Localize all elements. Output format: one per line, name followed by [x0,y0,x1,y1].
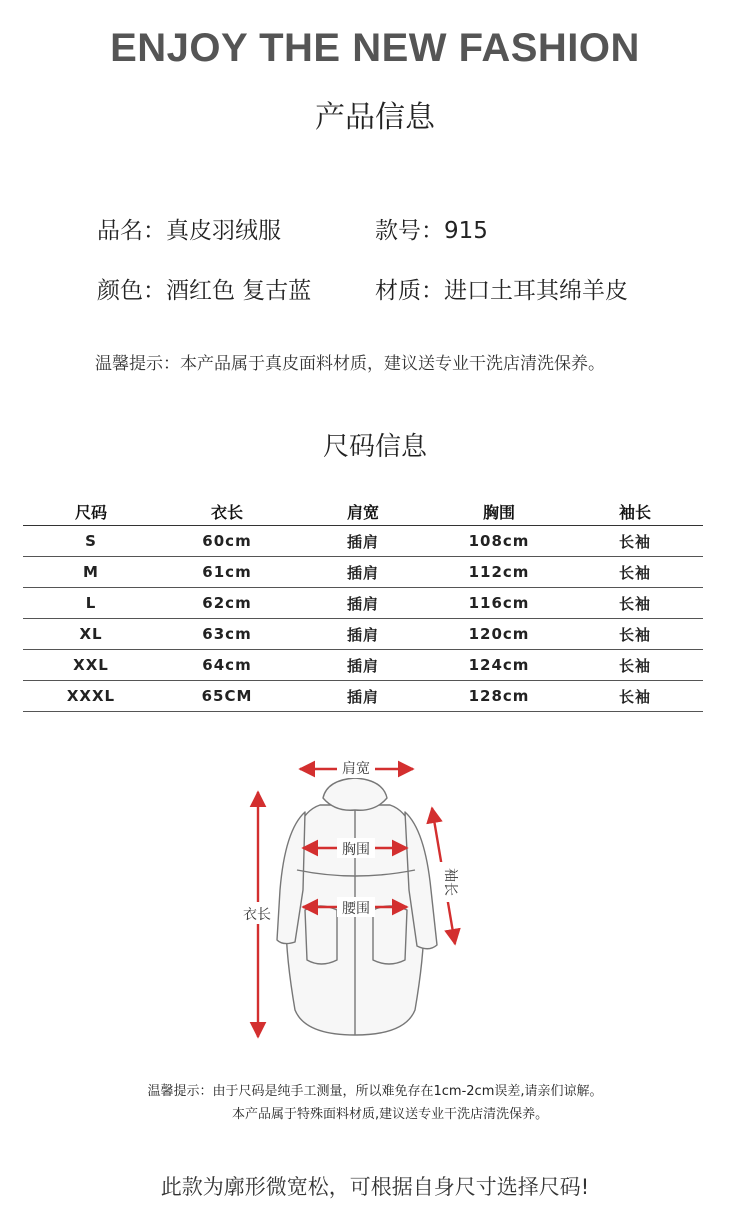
table-cell: 插肩 [295,526,431,557]
product-info-heading: 产品信息 [315,100,435,135]
table-cell: XL [23,619,159,650]
product-material: 材质：进口土耳其绵羊皮 [375,278,628,304]
table-cell: 112cm [431,557,567,588]
table-cell: XXXL [23,681,159,712]
table-cell: M [23,557,159,588]
coat-measurement-diagram [225,750,525,1050]
size-info-heading: 尺码信息 [322,432,427,462]
table-cell: 长袖 [567,557,703,588]
table-row [23,557,703,588]
product-name: 品名：真皮羽绒服 [97,218,281,244]
waist-label: 腰围 [342,901,370,917]
table-cell: 插肩 [295,557,431,588]
table-cell: 108cm [431,526,567,557]
table-row [23,588,703,619]
table-cell: L [23,588,159,619]
table-cell: 124cm [431,650,567,681]
fit-note: 此款为廓形微宽松，可根据自身尺寸选择尺码! [160,1175,590,1199]
table-cell: 长袖 [567,619,703,650]
table-cell: 插肩 [295,588,431,619]
table-cell: 120cm [431,619,567,650]
length-label: 衣长 [243,907,271,923]
table-row [23,650,703,681]
size-table-header [23,498,703,526]
table-cell: 63cm [159,619,295,650]
shoulder-label: 肩宽 [342,761,370,777]
table-cell: 128cm [431,681,567,712]
style-number: 款号：915 [375,218,488,244]
table-cell: 长袖 [567,681,703,712]
column-header: 衣长 [159,498,295,526]
table-cell: 插肩 [295,650,431,681]
column-header: 胸围 [431,498,567,526]
product-color: 颜色：酒红色 复古蓝 [97,278,312,304]
table-row [23,681,703,712]
table-row [23,619,703,650]
table-cell: 插肩 [295,619,431,650]
care-note: 温馨提示：本产品属于真皮面料材质，建议送专业干洗店清洗保养。 [95,354,605,374]
table-cell: 116cm [431,588,567,619]
sleeve-label: 袖长 [442,868,458,896]
table-cell: 长袖 [567,526,703,557]
size-table [23,498,703,712]
table-cell: S [23,526,159,557]
column-header: 袖长 [567,498,703,526]
column-header: 尺码 [23,498,159,526]
table-cell: 62cm [159,588,295,619]
chest-label: 胸围 [342,842,370,858]
table-cell: 60cm [159,526,295,557]
table-cell: 64cm [159,650,295,681]
table-cell: 长袖 [567,650,703,681]
table-cell: XXL [23,650,159,681]
table-cell: 61cm [159,557,295,588]
table-cell: 插肩 [295,681,431,712]
table-cell: 65CM [159,681,295,712]
measurement-note: 温馨提示：由于尺码是纯手工测量，所以难免存在1cm-2cm误差,请亲们谅解。 [147,1084,603,1099]
headline: ENJOY THE NEW FASHION [110,26,640,70]
material-note: 本产品属于特殊面料材质,建议送专业干洗店清洗保养。 [232,1107,549,1122]
column-header: 肩宽 [295,498,431,526]
table-row [23,526,703,557]
table-cell: 长袖 [567,588,703,619]
